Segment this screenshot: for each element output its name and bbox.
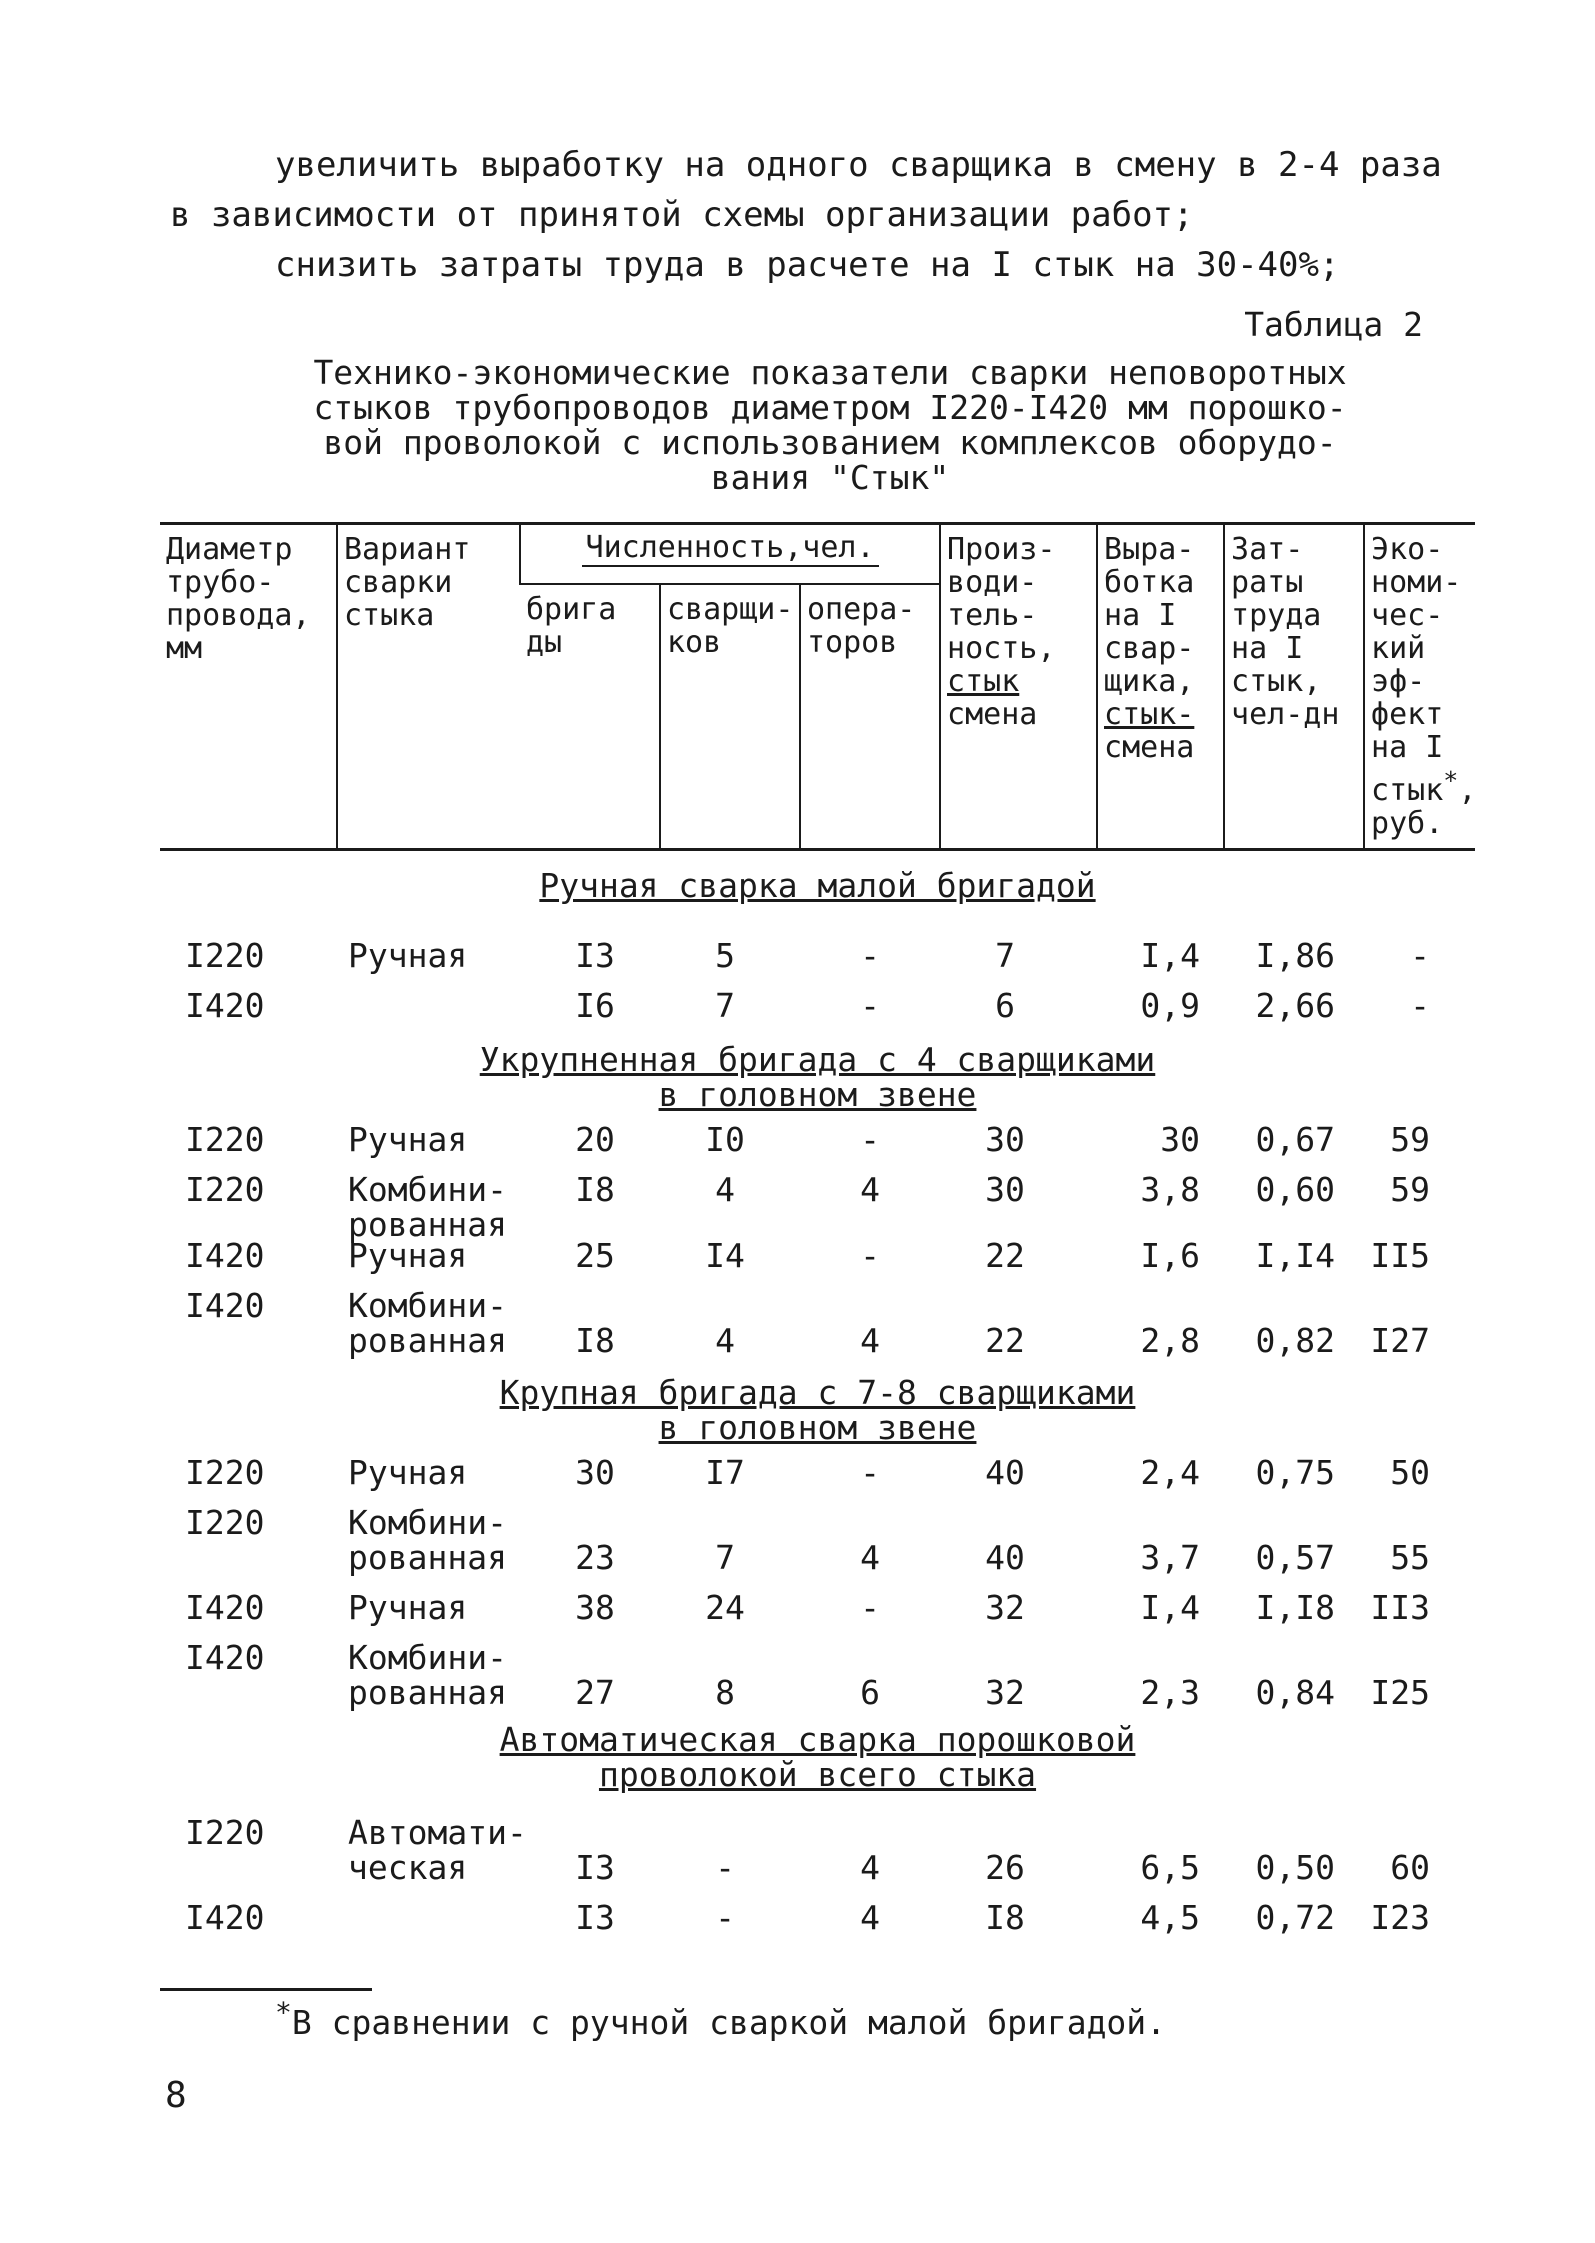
- cell-operators: -: [860, 1120, 880, 1159]
- cell-productivity: 40: [985, 1538, 1025, 1577]
- cell-operators: -: [860, 936, 880, 975]
- cell-variant: Ручная: [348, 1120, 468, 1159]
- cell-operators: 4: [860, 1321, 880, 1360]
- table-row: [0, 1590, 1595, 1630]
- table-title-line: стыков трубопроводов диаметром I220-I420 мм порошко-: [313, 388, 1347, 427]
- cell-diameter: I420: [185, 1286, 265, 1325]
- table-row: [0, 1170, 1595, 1244]
- intro-line-1: увеличить выработку на одного сварщика в смену в 2-4 раза: [275, 145, 1442, 185]
- header-brigade: брига ды: [520, 584, 660, 850]
- footnote-mark: *: [275, 1996, 292, 2029]
- cell-variant: Ручная: [348, 1236, 468, 1275]
- cell-diameter: I220: [185, 1453, 265, 1492]
- cell-welders: 4: [715, 1170, 735, 1209]
- cell-productivity: 32: [985, 1588, 1025, 1627]
- section-title: [160, 1722, 1475, 1792]
- header-staff-group: Численность,чел.: [520, 524, 940, 585]
- cell-output: I,6: [1140, 1236, 1200, 1275]
- cell-effect: I27: [1370, 1321, 1430, 1360]
- cell-operators: 4: [860, 1898, 880, 1937]
- cell-diameter: I220: [185, 1503, 265, 1542]
- cell-effect: I25: [1370, 1673, 1430, 1712]
- cell-productivity: 32: [985, 1673, 1025, 1712]
- cell-variant: Комбини- рованная: [348, 1286, 507, 1360]
- table-row: [0, 1638, 1595, 1712]
- cell-labor: 2,66: [1255, 986, 1335, 1025]
- cell-brigade: I3: [575, 1848, 615, 1887]
- cell-diameter: I420: [185, 1638, 265, 1677]
- cell-productivity: 26: [985, 1848, 1025, 1887]
- cell-labor: 0,72: [1255, 1898, 1335, 1937]
- cell-operators: 6: [860, 1673, 880, 1712]
- cell-labor: I,I8: [1255, 1588, 1335, 1627]
- header-effect: Эко- номи- чес- кий эф- фект на I стык*, руб.: [1364, 524, 1475, 850]
- cell-variant: Автомати- ческая: [348, 1813, 527, 1887]
- cell-operators: 4: [860, 1538, 880, 1577]
- section-title-line: Ручная сварка малой бригадой: [539, 866, 1096, 905]
- cell-operators: -: [860, 1453, 880, 1492]
- cell-variant: Ручная: [348, 1453, 468, 1492]
- section-title-line: в головном звене: [658, 1075, 977, 1114]
- cell-diameter: I220: [185, 936, 265, 975]
- cell-output: 2,4: [1140, 1453, 1200, 1492]
- cell-effect: -: [1410, 986, 1430, 1025]
- cell-output: 2,8: [1140, 1321, 1200, 1360]
- header-productivity: Произ- води- тель- ность, стык смена: [940, 524, 1097, 850]
- intro-line-2: в зависимости от принятой схемы организации работ;: [170, 195, 1194, 235]
- table-row: [0, 938, 1595, 978]
- header-welders: сварщи- ков: [660, 584, 800, 850]
- cell-productivity: 22: [985, 1236, 1025, 1275]
- cell-diameter: I420: [185, 1236, 265, 1275]
- table-title-line: вания "Стык": [710, 458, 950, 497]
- cell-diameter: I420: [185, 986, 265, 1025]
- cell-labor: 0,60: [1255, 1170, 1335, 1209]
- section-title-line: Автоматическая сварка порошковой: [499, 1720, 1136, 1759]
- cell-labor: 0,67: [1255, 1120, 1335, 1159]
- cell-variant: Ручная: [348, 936, 468, 975]
- page-number: 8: [165, 2075, 187, 2116]
- cell-labor: 0,57: [1255, 1538, 1335, 1577]
- table-row: [0, 1455, 1595, 1495]
- cell-brigade: 30: [575, 1453, 615, 1492]
- cell-productivity: 7: [995, 936, 1015, 975]
- header-operators: опера- торов: [800, 584, 940, 850]
- table-title-line: Технико-экономические показатели сварки неповоротных: [313, 353, 1347, 392]
- cell-effect: 59: [1390, 1170, 1430, 1209]
- table-row: [0, 1503, 1595, 1577]
- cell-brigade: I8: [575, 1321, 615, 1360]
- cell-variant: Ручная: [348, 1588, 468, 1627]
- header-output: Выра- ботка на I свар- щика, стык- смена: [1097, 524, 1224, 850]
- table-row: [0, 988, 1595, 1028]
- cell-productivity: 30: [985, 1120, 1025, 1159]
- cell-welders: -: [715, 1898, 735, 1937]
- cell-variant: Комбини- рованная: [348, 1503, 507, 1577]
- cell-operators: -: [860, 1236, 880, 1275]
- cell-welders: 7: [715, 1538, 735, 1577]
- cell-diameter: I420: [185, 1588, 265, 1627]
- cell-brigade: 27: [575, 1673, 615, 1712]
- cell-welders: I7: [705, 1453, 745, 1492]
- cell-effect: 59: [1390, 1120, 1430, 1159]
- table-title-line: вой проволокой с использованием комплексов оборудо-: [323, 423, 1337, 462]
- cell-welders: 7: [715, 986, 735, 1025]
- table-row: [0, 1813, 1595, 1887]
- cell-operators: 4: [860, 1170, 880, 1209]
- cell-operators: -: [860, 1588, 880, 1627]
- cell-output: 30: [1160, 1120, 1200, 1159]
- cell-labor: I,86: [1255, 936, 1335, 975]
- cell-effect: -: [1410, 936, 1430, 975]
- cell-brigade: 38: [575, 1588, 615, 1627]
- section-title: [160, 868, 1475, 903]
- cell-brigade: I3: [575, 1898, 615, 1937]
- table-row: [0, 1900, 1595, 1940]
- cell-welders: 5: [715, 936, 735, 975]
- table-row: [0, 1286, 1595, 1360]
- cell-output: I,4: [1140, 936, 1200, 975]
- cell-welders: 8: [715, 1673, 735, 1712]
- cell-diameter: I220: [185, 1120, 265, 1159]
- cell-operators: 4: [860, 1848, 880, 1887]
- cell-labor: I,I4: [1255, 1236, 1335, 1275]
- cell-effect: II3: [1370, 1588, 1430, 1627]
- section-title-line: в головном звене: [658, 1408, 977, 1447]
- footnote-text: В сравнении с ручной сваркой малой бригадой.: [291, 2003, 1167, 2042]
- cell-brigade: 20: [575, 1120, 615, 1159]
- cell-welders: I4: [705, 1236, 745, 1275]
- cell-output: 3,8: [1140, 1170, 1200, 1209]
- cell-welders: -: [715, 1848, 735, 1887]
- cell-diameter: I220: [185, 1170, 265, 1209]
- section-title: [160, 1042, 1475, 1112]
- cell-welders: 4: [715, 1321, 735, 1360]
- cell-labor: 0,82: [1255, 1321, 1335, 1360]
- cell-brigade: I3: [575, 936, 615, 975]
- table-label: Таблица 2: [1244, 305, 1423, 344]
- cell-variant: Комбини- рованная: [348, 1170, 507, 1244]
- table-header: [160, 522, 1475, 851]
- cell-effect: 50: [1390, 1453, 1430, 1492]
- header-variant: Вариант сварки стыка: [337, 524, 520, 850]
- footnote-rule: [160, 1988, 372, 1991]
- header-diameter: Диаметр трубо- провода, мм: [166, 532, 311, 666]
- cell-brigade: I8: [575, 1170, 615, 1209]
- cell-productivity: 30: [985, 1170, 1025, 1209]
- cell-brigade: 23: [575, 1538, 615, 1577]
- cell-productivity: 22: [985, 1321, 1025, 1360]
- cell-productivity: 40: [985, 1453, 1025, 1492]
- cell-effect: II5: [1370, 1236, 1430, 1275]
- cell-welders: I0: [705, 1120, 745, 1159]
- table-row: [0, 1238, 1595, 1278]
- cell-brigade: 25: [575, 1236, 615, 1275]
- cell-labor: 0,50: [1255, 1848, 1335, 1887]
- cell-welders: 24: [705, 1588, 745, 1627]
- cell-labor: 0,84: [1255, 1673, 1335, 1712]
- cell-output: 4,5: [1140, 1898, 1200, 1937]
- cell-output: 6,5: [1140, 1848, 1200, 1887]
- cell-operators: -: [860, 986, 880, 1025]
- cell-effect: 60: [1390, 1848, 1430, 1887]
- section-title-line: Крупная бригада с 7-8 сварщиками: [499, 1373, 1136, 1412]
- cell-diameter: I420: [185, 1898, 265, 1937]
- footnote: [275, 1996, 1167, 2043]
- cell-labor: 0,75: [1255, 1453, 1335, 1492]
- cell-brigade: I6: [575, 986, 615, 1025]
- cell-output: 3,7: [1140, 1538, 1200, 1577]
- cell-output: 2,3: [1140, 1673, 1200, 1712]
- intro-line-3: снизить затраты труда в расчете на I стык на 30-40%;: [275, 245, 1340, 285]
- section-title-line: Укрупненная бригада с 4 сварщиками: [479, 1040, 1156, 1079]
- table-title: [250, 355, 1410, 495]
- cell-productivity: 6: [995, 986, 1015, 1025]
- section-title: [160, 1375, 1475, 1445]
- section-title-line: проволокой всего стыка: [598, 1755, 1037, 1794]
- cell-variant: Комбини- рованная: [348, 1638, 507, 1712]
- table-row: [0, 1122, 1595, 1162]
- cell-productivity: I8: [985, 1898, 1025, 1937]
- cell-output: 0,9: [1140, 986, 1200, 1025]
- header-labor: Зат- раты труда на I стык, чел-дн: [1224, 524, 1364, 850]
- cell-effect: I23: [1370, 1898, 1430, 1937]
- cell-effect: 55: [1390, 1538, 1430, 1577]
- cell-output: I,4: [1140, 1588, 1200, 1627]
- cell-diameter: I220: [185, 1813, 265, 1852]
